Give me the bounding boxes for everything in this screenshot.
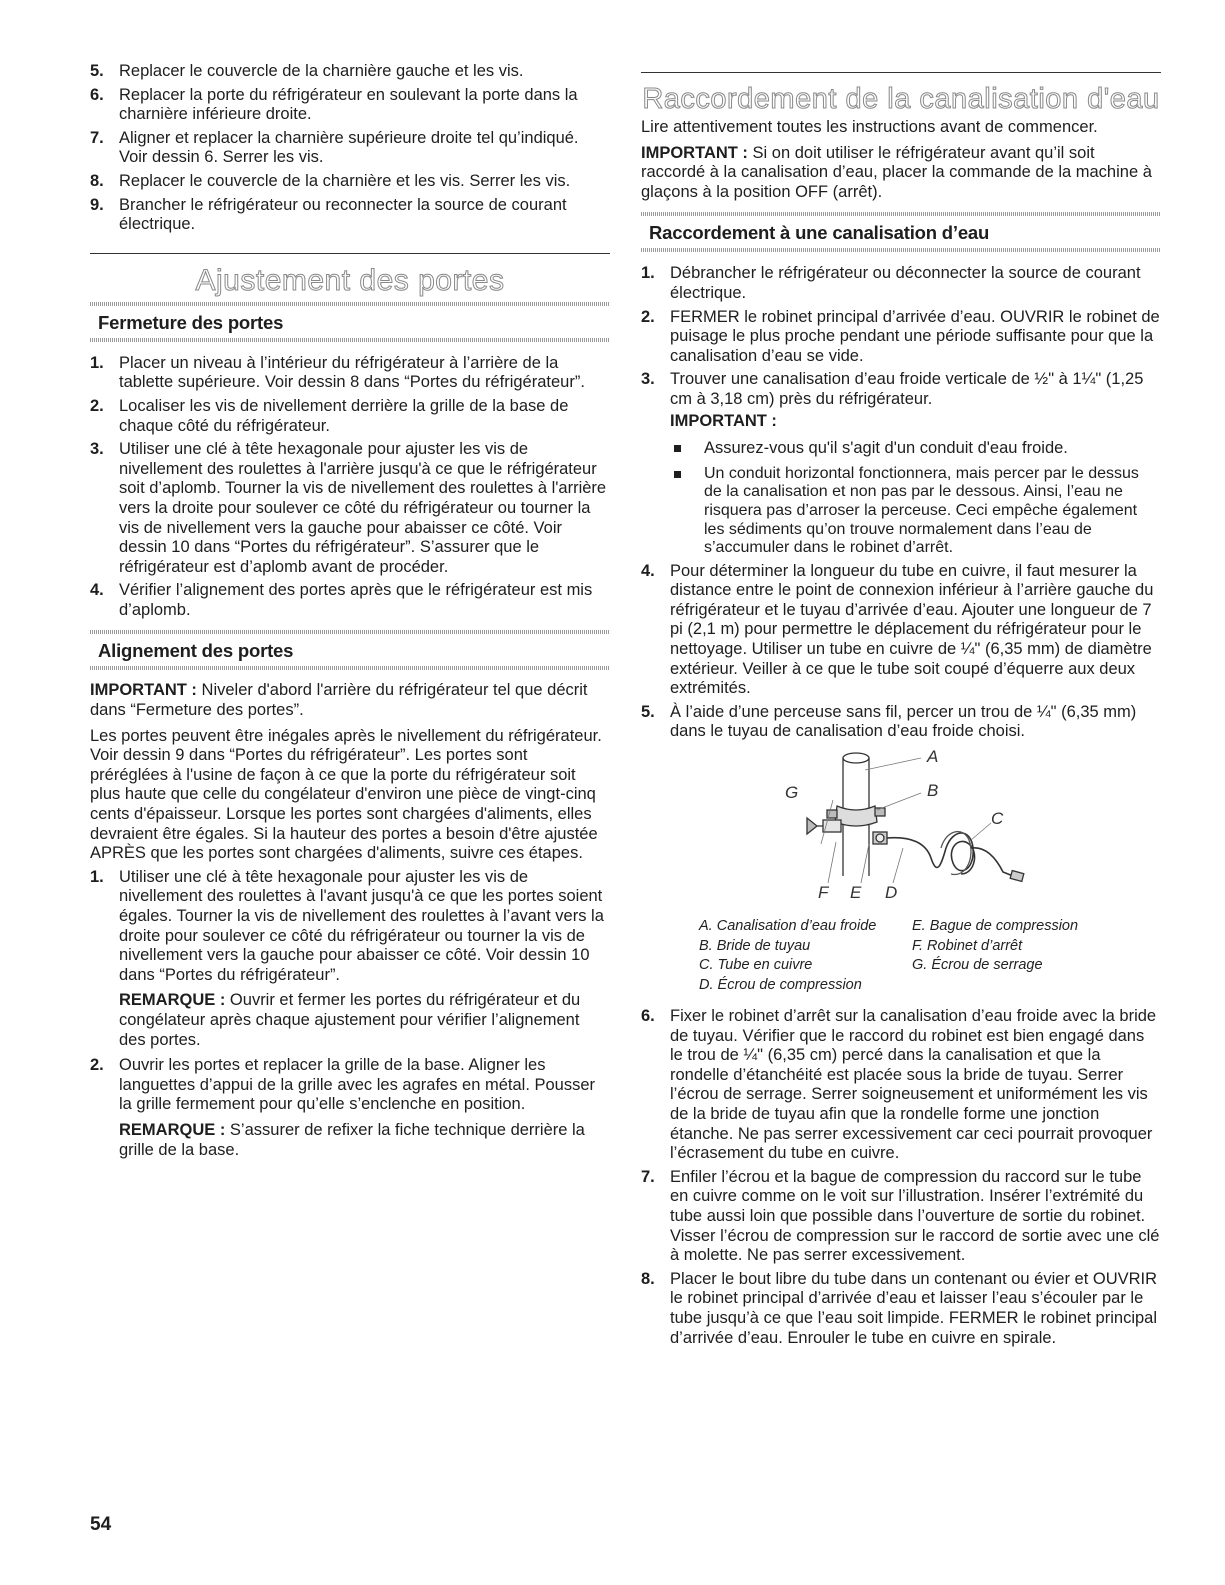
connection-steps [641, 264, 1161, 742]
list-item: 3. Utiliser une clé à tête hexagonale pour ajuster les vis de nivellement des roulettes à l'arrière jusqu'à ce que le réfrigérateur soit d’aplomb. Tourner la vis de nivellement des roulettes à l'arrière vers la droite pour soulever ce côté du réfrigérateur ou tourner la vis de nivellement vers la gauche pour abaisser ce côté. Voir dessin 10 dans “Portes du réfrigérateur”. S’assurer que le réfrigérateur est d’aplomb avant de procéder. [90, 440, 607, 576]
list-item: 9. Brancher le réfrigérateur ou reconnecter la source de courant électrique. [90, 195, 567, 234]
section-divider [90, 253, 610, 254]
list-item: 8. Replacer le couvercle de la charnière et les vis. Serrer les vis. [90, 171, 571, 190]
list-item: 8. Placer le bout libre du tube dans un contenant ou évier et OUVRIR le robinet principal d’arrivée d’eau et laisser l’eau s’écouler par le tube jusqu’à ce que l’eau soit limpide. FERMER le robinet principal d’arrivée d’eau. Enrouler le tube en cuivre en spirale. [641, 1269, 1158, 1347]
hatch-rule [90, 338, 610, 342]
section-divider [641, 72, 1161, 73]
subheading-connection: Raccordement à une canalisation d’eau [649, 222, 990, 244]
list-item: 1. Débrancher le réfrigérateur ou déconnecter la source de courant électrique. [641, 264, 1141, 302]
label-e: E [850, 883, 862, 903]
list-item: 6. Replacer la porte du réfrigérateur en soulevant la porte dans la charnière inférieure droite. [90, 85, 578, 124]
step-note: REMARQUE : S’assurer de refixer la fiche technique derrière la grille de la base. [119, 1120, 585, 1159]
label-d: D [885, 883, 898, 903]
hatch-rule [641, 248, 1161, 252]
right-column [641, 62, 1161, 1348]
page-number: 54 [90, 1514, 112, 1535]
legend-item: F. Robinet d’arrêt [912, 937, 1023, 954]
alignment-steps [90, 868, 610, 1160]
list-item: 4. Pour déterminer la longueur du tube en cuivre, il faut mesurer la distance entre le point de connexion inférieur à l’arrière gauche du réfrigérateur et le tuyau d’arrivée d’eau. Ajouter une longueur de 7 pi (2,1 m) pour permettre le déplacement du réfrigérateur pour le nettoyage. Utiliser un tube en cuivre de ¼" (6,35 mm) de diamètre extérieur. Veiller à ce que le tube soit coupé d’équerre aux deux extrémités. [641, 561, 1154, 698]
label-a: A [927, 748, 939, 767]
bullet-icon [674, 445, 681, 452]
legend-item [912, 976, 1112, 996]
water-line-figure [641, 748, 1161, 923]
bullet-list [641, 439, 1161, 558]
subheading-alignment: Alignement des portes [98, 640, 294, 662]
hatch-rule [90, 630, 610, 634]
list-item: 2. Ouvrir les portes et replacer la grille de la base. Aligner les languettes d’appui de la grille avec les agrafes en métal. Pousser la grille fermement pour qu’elle s’enclenche en position. REMARQUE : S’assurer de refixer la fiche technique derrière la grille de la base. [90, 1056, 610, 1160]
step-note: REMARQUE : Ouvrir et fermer les portes du réfrigérateur et du congélateur après chaque ajustement pour vérifier l’alignement des portes. [119, 991, 581, 1049]
legend-item: B. Bride de tuyau [699, 937, 811, 954]
label-f: F [818, 883, 829, 903]
important-label: IMPORTANT : [670, 411, 777, 430]
hatch-rule [90, 302, 610, 306]
alignment-important: IMPORTANT : Niveler d'abord l'arrière du réfrigérateur tel que décrit dans “Fermeture des portes”. [90, 681, 588, 720]
label-c: C [991, 809, 1004, 829]
important-note: IMPORTANT : Si on doit utiliser le réfrigérateur avant qu’il soit raccordé à la canalisation d’eau, placer la commande de la machine à glaçons à la position OFF (arrêt). [641, 143, 1152, 201]
legend-item: A. Canalisation d’eau froide [699, 918, 877, 935]
list-item: 1. Utiliser une clé à tête hexagonale pour ajuster les vis de nivellement des roulettes à l'avant jusqu'à ce que les portes soient égales. Tourner la vis de nivellement des roulettes à l’avant vers la droite pour soulever ce côté du réfrigérateur ou tourner la vis de nivellement vers la gauche pour abaisser ce côté. Voir dessin 10 dans “Portes du réfrigérateur”. REMARQUE : Ouvrir et fermer les portes du réfrigérateur et du congélateur après chaque ajustement pour vérifier l’alignement des portes. [90, 868, 610, 1050]
list-item: 7. Aligner et replacer la charnière supérieure droite tel qu’indiqué. Voir dessin 6. Serrer les vis. [90, 128, 579, 167]
copper-tube-coil [887, 833, 975, 874]
pipe-top [843, 753, 869, 763]
reinstall-steps [90, 62, 610, 235]
figure-legend [699, 917, 1161, 995]
section-title-water: Raccordement de la canalisation d'eau [642, 83, 1160, 115]
label-b: B [927, 781, 939, 801]
connection-steps-continued [641, 1007, 1161, 1348]
bullet-item: Assurez-vous qu'il s'agit d'un conduit d'eau froide. [670, 439, 1161, 459]
list-item: 5. À l’aide d’une perceuse sans fil, percer un trou de ¼" (6,35 mm) dans le tuyau de canalisation d’eau froide choisi. [641, 702, 1137, 741]
legend-item: G. Écrou de serrage [912, 957, 1043, 974]
bullet-item: Un conduit horizontal fonctionnera, mais percer par le dessus de la canalisation et non pas par le dessous. Ainsi, l’eau ne risquera pas d’arroser la perceuse. Ceci empêche également les sédiments qu’on trouve normalement dans l’eau de s’accumuler dans le robinet d’arrêt. [670, 465, 1161, 558]
list-item: 2. FERMER le robinet principal d’arrivée d’eau. OUVRIR le robinet de puisage le plus proche pendant une période suffisante pour que la canalisation d’eau se vide. [641, 307, 1160, 365]
alignment-paragraph: Les portes peuvent être inégales après le nivellement du réfrigérateur. Voir dessin 9 dans “Portes du réfrigérateur”. Les portes sont préréglées à l'usine de façon à ce que la porte du réfrigérateur soit plus haute que celle du congélateur d'environ une pièce de vingt-cinq cents d'épaisseur. Lorsque les portes sont chargées d'aliments, elles devraient être égales. Si la hauteur des portes a besoin d'être ajustée APRÈS que les portes sont chargées d'aliments, suivre ces étapes. [90, 726, 602, 863]
hatch-rule [90, 666, 610, 670]
legend-item: D. Écrou de compression [699, 976, 862, 993]
left-column [90, 62, 610, 1160]
list-item: 1. Placer un niveau à l’intérieur du réfrigérateur à l’arrière de la tablette supérieure. Voir dessin 8 dans “Portes du réfrigérateur”. [90, 353, 585, 392]
list-item: 7. Enfiler l’écrou et la bague de compression du raccord sur le tube en cuivre comme on le voit sur l’illustration. Insérer l’extrémité du tube aussi loin que possible dans l’ouverture de sortie du robinet. Visser l’écrou de compression sur le raccord de sortie avec une clé à molette. Ne pas serrer excessivement. [641, 1167, 1160, 1265]
closing-steps [90, 354, 610, 621]
intro-text: Lire attentivement toutes les instructions avant de commencer. [641, 118, 1098, 136]
shutoff-valve-illustration [641, 748, 1161, 923]
list-item: 3. Trouver une canalisation d’eau froide verticale de ½" à 1¼" (1,25 cm à 3,18 cm) près du réfrigérateur. IMPORTANT : Assurez-vous qu'il s'agit d'un conduit d'eau froide. Un conduit horizontal fonctionnera, mais percer par le dessus de la canalisation et non pas par le dessous. Ainsi, l’eau ne risquera pas d’arroser la perceuse. Ceci empêche également les sédiments qu’on trouve normalement dans l’eau de s’accumuler dans le robinet d’arrêt. [641, 370, 1161, 557]
bullet-icon [674, 471, 681, 478]
list-item: 2. Localiser les vis de nivellement derrière la grille de la base de chaque côté du réfrigérateur. [90, 396, 569, 435]
list-item: 4. Vérifier l’alignement des portes après que le réfrigérateur est mis d’aplomb. [90, 581, 593, 619]
list-item: 6. Fixer le robinet d’arrêt sur la canalisation d’eau froide avec la bride de tuyau. Vérifier que le raccord du robinet est bien engagé dans le trou de ¼" (6,35 cm) percé dans la canalisation et que la rondelle d’étanchéité est placée sous la bride de tuyau. Serrer l’écrou de serrage. Serrer soigneusement et uniformément les vis de la bride de tuyau afin que la rondelle forme une jonction étanche. Ne pas serrer excessivement car ceci pourrait provoquer l’écrasement du tube en cuivre. [641, 1007, 1157, 1163]
legend-item: E. Bague de compression [912, 918, 1079, 935]
label-g: G [785, 783, 799, 803]
section-title-doors: Ajustement des portes [195, 263, 505, 297]
subheading-closing: Fermeture des portes [98, 311, 284, 333]
hatch-rule [641, 212, 1161, 216]
legend-item: C. Tube en cuivre [699, 957, 813, 974]
list-item: 5. Replacer le couvercle de la charnière gauche et les vis. [90, 62, 524, 80]
